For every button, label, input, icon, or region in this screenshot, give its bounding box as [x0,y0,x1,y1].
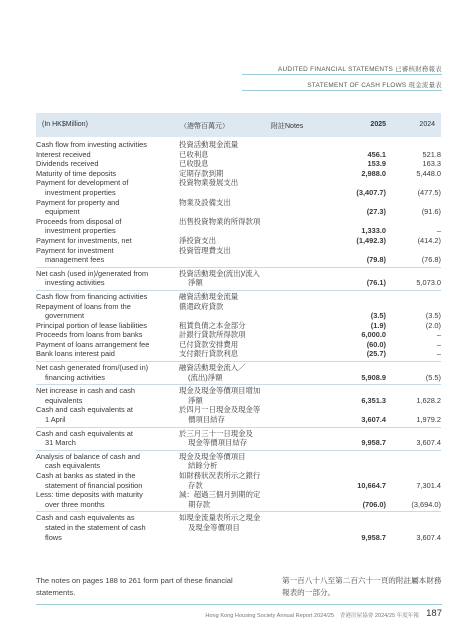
statement-title: STATEMENT OF CASH FLOWS 現金流量表 [307,82,442,89]
value-2024: 3,607.4 [416,438,441,448]
table-row [36,159,441,169]
value-2024: 163.3 [422,159,441,169]
table-row [36,500,441,510]
table-row [36,533,441,543]
table-row [36,236,441,246]
value-2024: 5,448.0 [416,168,441,178]
row-label-en: government [45,311,85,321]
value-2025: 10,664.7 [357,480,386,490]
row-label-zh: 淨額 [188,278,203,288]
table-row [36,217,441,227]
table-row [36,452,441,462]
page-number: 187 [426,608,442,619]
row-label-en: statement of financial position [45,480,143,490]
row-label-zh: 計銀行貸款所得款項 [179,330,246,340]
row-label-en: Cash flow from investing activities [36,140,147,149]
value-2025: 5,908.9 [361,372,386,382]
row-label-en: Bank loans interest paid [36,349,115,359]
value-2025: (79.8) [366,255,386,265]
value-2024: (76.8) [421,255,441,265]
value-2024: (2.0) [425,320,441,330]
row-label-en: Cash flow from financing activities [36,291,148,301]
row-label-en: Cash and cash equivalents at [36,428,133,438]
row-label-zh: 投資物業發展支出 [179,178,239,188]
row-label-zh: 償還政府貸款 [179,301,224,311]
value-2024: – [436,330,441,340]
row-label-zh: 減：超過三個月到期的定 [179,490,261,500]
report-footer-label: Hong Kong Housing Society Annual Report 2024/25 香港房屋協會 2024/25 年度年報 [205,613,419,619]
table-row [36,321,441,331]
table-row [36,169,441,179]
row-label-en: management fees [45,255,105,265]
table-row [36,269,441,279]
row-label-en: equipment [45,207,80,217]
table-row [36,246,441,256]
table-row [36,438,441,448]
table-row [36,405,441,415]
value-2024: (3.5) [425,311,441,321]
row-label-en: Proceeds from loans from banks [36,330,143,340]
row-label-zh: 現金及現金等價項目增加 [179,386,261,396]
unit-label-zh: （港幣百萬元） [180,123,229,130]
row-label-en: Net cash generated from/(used in) [36,363,149,373]
row-label-en: Payment for development of [36,178,129,188]
row-label-en: investment properties [45,187,116,197]
table-row [36,330,441,340]
row-label-zh: 價項目結存 [188,415,225,425]
value-2025: (60.0) [366,339,386,349]
row-label-zh: 淨額 [188,395,203,405]
value-2025: (1.9) [370,320,386,330]
row-label-zh: 投資活動現金(流出)/流入 [179,268,260,278]
row-label-zh: 租賃負債之本金部分 [179,320,246,330]
row-label-zh: 出售投資物業的所得款項 [179,216,261,226]
row-label-en: Payment for investments, net [36,235,132,245]
statement-group [36,385,441,427]
row-label-zh: 定期存款到期 [179,168,224,178]
table-row [36,429,441,439]
value-2024: (5.5) [425,372,441,382]
row-label-zh: 投資管理費支出 [179,245,231,255]
value-2025: 9,958.7 [361,532,386,542]
row-label-en: Analysis of balance of cash and [36,451,140,461]
table-row [36,178,441,188]
table-row [36,311,441,321]
row-label-zh: 如財務狀況表所示之銀行 [179,471,261,480]
table-row [36,198,441,208]
row-label-en: investment properties [45,226,116,236]
row-label-zh: 及現金等價項目 [188,522,240,532]
row-label-zh: 淨投資支出 [179,235,216,245]
table-row [36,226,441,236]
row-label-en: over three months [45,499,105,509]
table-row [36,302,441,312]
value-2024: (3,694.0) [411,499,441,509]
table-row [36,188,441,198]
value-2024: (414.2) [417,235,441,245]
value-2025: 6,351.3 [361,395,386,405]
header-divider [242,74,442,75]
value-2025: (76.1) [366,278,386,288]
value-2025: (1,492.3) [356,235,386,245]
table-row [36,523,441,533]
table-row [36,461,441,471]
footnote-en: The notes on pages 188 to 261 form part of these financial statements. [36,576,233,597]
table-row [36,349,441,359]
row-label-en: flows [45,532,62,542]
statement-group [36,268,441,291]
year-2025-column-label: 2025 [370,121,386,128]
row-label-en: Dividends received [36,159,99,169]
row-label-en: investing activities [45,278,105,288]
row-label-zh: 如現金流量表所示之現金 [179,513,261,523]
value-2025: 9,958.7 [361,438,386,448]
row-label-en: 1 April [45,415,66,425]
statement-group [36,512,441,544]
value-2024: 5,073.0 [416,278,441,288]
value-2024: (477.5) [417,187,441,197]
value-2024: 7,301.4 [416,480,441,490]
value-2024: 521.8 [422,149,441,159]
row-label-en: equivalents [45,395,83,405]
table-row [36,278,441,288]
row-label-zh: 於四月一日現金及現金等 [179,405,261,415]
table-row [36,513,441,523]
table-row [36,490,441,500]
row-label-en: Repayment of loans from the [36,301,131,311]
row-label-zh: 現金及現金等價項目 [179,451,246,461]
row-label-zh: 已收股息 [179,159,209,169]
value-2024: (91.6) [421,207,441,217]
value-2025: (706.0) [362,499,386,509]
statement-group [36,428,441,451]
value-2025: 6,000.0 [361,330,386,340]
row-label-zh: 結餘分析 [188,461,218,471]
row-label-zh: 於三月三十一日現金及 [179,428,253,438]
value-2025: 2,988.0 [361,168,386,178]
table-row [36,415,441,425]
footnote-zh: 第一百八十八至第二百六十一頁的附註屬本財務報表的一部分。 [282,576,442,597]
table-row [36,396,441,406]
cash-flow-statement-table [36,139,441,544]
table-row [36,140,441,150]
row-label-zh: 已收利息 [179,149,209,159]
report-section-title: AUDITED FINANCIAL STATEMENTS 已審核財務報表 [277,66,442,73]
row-label-en: Principal portion of lease liabilities [36,320,147,330]
table-row [36,255,441,265]
unit-label-en: (In HK$Million) [42,121,88,128]
value-2024: 1,628.2 [416,395,441,405]
table-row [36,292,441,302]
table-row [36,363,441,373]
row-label-zh: 支付銀行貸款利息 [179,349,239,359]
row-label-zh: (流出)淨額 [188,372,223,382]
row-label-en: stated in the statement of cash [45,522,146,532]
notes-column-label: 附註Notes [271,123,304,130]
table-row [36,150,441,160]
row-label-en: Payment for property and [36,197,120,207]
row-label-en: 31 March [45,438,76,448]
row-label-en: Payment for investment [36,245,114,255]
table-row [36,481,441,491]
row-label-zh: 期存款 [188,499,211,509]
value-2025: 3,607.4 [361,415,386,425]
table-row [36,373,441,383]
row-label-en: cash equivalents [45,461,101,471]
table-row [36,207,441,217]
statement-group [36,362,441,385]
column-header-bar [36,113,441,137]
row-label-zh: 融資活動現金流量 [179,291,239,301]
header-divider [242,90,442,91]
row-label-zh: 存款 [188,480,203,490]
row-label-en: financing activities [45,372,105,382]
row-label-zh: 現金等價項目結存 [188,438,248,448]
statement-group [36,139,441,268]
row-label-en: Maturity of time deposits [36,168,117,178]
row-label-en: Cash and cash equivalents as [36,513,135,523]
value-2024: – [436,226,441,236]
row-label-en: Cash at banks as stated in the [36,471,136,480]
row-label-zh: 融資活動現金流入／ [179,363,246,373]
row-label-zh: 投資活動現金流量 [179,140,239,149]
table-row [36,471,441,481]
value-2024: 3,607.4 [416,532,441,542]
row-label-zh: 物業及設備支出 [179,197,231,207]
statement-group [36,291,441,362]
table-row [36,340,441,350]
value-2025: 153.9 [367,159,386,169]
statement-group [36,451,441,513]
year-2024-column-label: 2024 [419,121,435,128]
row-label-en: Net cash (used in)/generated from [36,268,149,278]
table-row [36,386,441,396]
row-label-en: Cash and cash equivalents at [36,405,133,415]
value-2025: (25.7) [366,349,386,359]
value-2024: 1,979.2 [416,415,441,425]
row-label-en: Net increase in cash and cash [36,386,136,396]
row-label-en: Less: time deposits with maturity [36,490,143,500]
row-label-en: Payment of loans arrangement fee [36,339,150,349]
row-label-zh: 已付貸款安排費用 [179,339,239,349]
value-2024: – [436,339,441,349]
row-label-en: Proceeds from disposal of [36,216,122,226]
value-2025: 1,333.0 [361,226,386,236]
footer-divider [36,604,442,605]
value-2025: (27.3) [366,207,386,217]
row-label-en: Interest received [36,149,91,159]
value-2025: (3,407.7) [356,187,386,197]
value-2025: 456.1 [367,149,386,159]
value-2024: – [436,349,441,359]
value-2025: (3.5) [370,311,386,321]
